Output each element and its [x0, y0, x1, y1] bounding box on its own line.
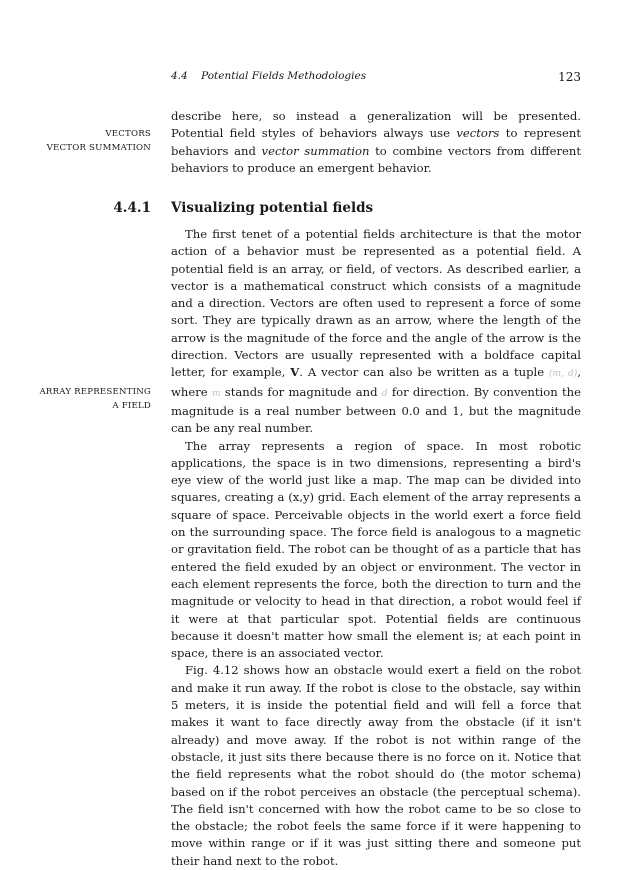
vector-symbol-bold: V	[290, 365, 300, 380]
para1-text-e: for direction. By convention the magnitude is a real number between 0.0 and 1, but the magnitude can be any real number.	[171, 384, 581, 436]
main-text-block	[171, 226, 581, 870]
section-title: Visualizing potential fields	[171, 200, 374, 216]
intro-text-2: to represent behaviors and	[171, 126, 581, 158]
intro-text-1: describe here, so instead a generalization will be presented. Potential field styles of behaviors always use	[171, 109, 581, 141]
paragraph-array-space: The array represents a region of space. In most robotic applications, the space is in two dimensions, representing a bird's eye view of the world just like a map. The map can be divided into squares, creating a (x,y) grid. Each element of the array represents a square of space. Perceivable objects in the world exert a force field on the surrounding space. The force field is analogous to a magnetic or gravitation field. The robot can be thought of as a particle that has entered the field exuded by an object or environment. The vector in each element represents the force, both the direction to turn and the magnitude or velocity to head in that direction, a robot would feel if it were at that particular spot. Potential fields are continuous because it doesn't matter how small the element is; at each point in space, there is an associated vector.	[171, 438, 581, 661]
tuple-symbol: (m, d)	[549, 369, 578, 380]
intro-text-3: to combine vectors from different behaviors to produce an emergent behavior.	[171, 143, 581, 175]
margin-note-array-representing: ARRAY REPRESENTING	[39, 387, 151, 397]
margin-note-vector-summation: VECTOR SUMMATION	[46, 143, 151, 153]
margin-note-a-field: A FIELD	[112, 401, 151, 411]
magnitude-symbol: m	[211, 388, 221, 399]
intro-paragraph	[171, 108, 581, 177]
para1-text-b: . A vector can also be written as a tuple	[299, 365, 550, 380]
section-number: 4.4.1	[113, 200, 151, 216]
term-vectors: vectors	[456, 126, 500, 141]
running-head	[171, 70, 581, 82]
intro-paragraph-block	[171, 108, 581, 177]
para1-text-a: The first tenet of a potential fields architecture is that the motor action of a behavior must be represented as a potential field. A potential field is an array, or field, of vectors. As described earlier, a vector is a mathematical construct which consists of a magnitude and a direction. Vectors are often used to represent a force of some sort. They are typically drawn as an arrow, where the length of the arrow is the magnitude of the force and the angle of the arrow is the direction. Vectors are usually represented with a boldface capital letter, for example,	[171, 227, 581, 380]
para1-text-d: stands for magnitude and	[220, 384, 382, 399]
header-section-ref: 4.4	[171, 70, 188, 82]
paragraph-field-definition	[171, 226, 581, 438]
paragraph-figure-obstacle: Fig. 4.12 shows how an obstacle would exert a field on the robot and make it run away. If the robot is close to the obstacle, say within 5 meters, it is inside the potential field and will fell a force that makes it want to face directly away from the obstacle (if it isn't already) and move away. If the robot is not within range of the obstacle, it just sits there because there is no force on it. Notice that the field represents what the robot should do (the motor schema) based on if the robot perceives an obstacle (the perceptual schema). The field isn't concerned with how the robot came to be so close to the obstacle; the robot feels the same force if it were happening to move within range or if it was just sitting there and someone put their hand next to the robot.	[171, 663, 581, 868]
direction-symbol: d	[381, 388, 388, 399]
para1-text-c: , where	[171, 365, 581, 399]
page-number: 123	[558, 70, 581, 84]
margin-note-vectors: VECTORS	[105, 129, 151, 139]
header-title: Potential Fields Methodologies	[201, 70, 367, 82]
term-vector-summation: vector summation	[261, 143, 370, 158]
